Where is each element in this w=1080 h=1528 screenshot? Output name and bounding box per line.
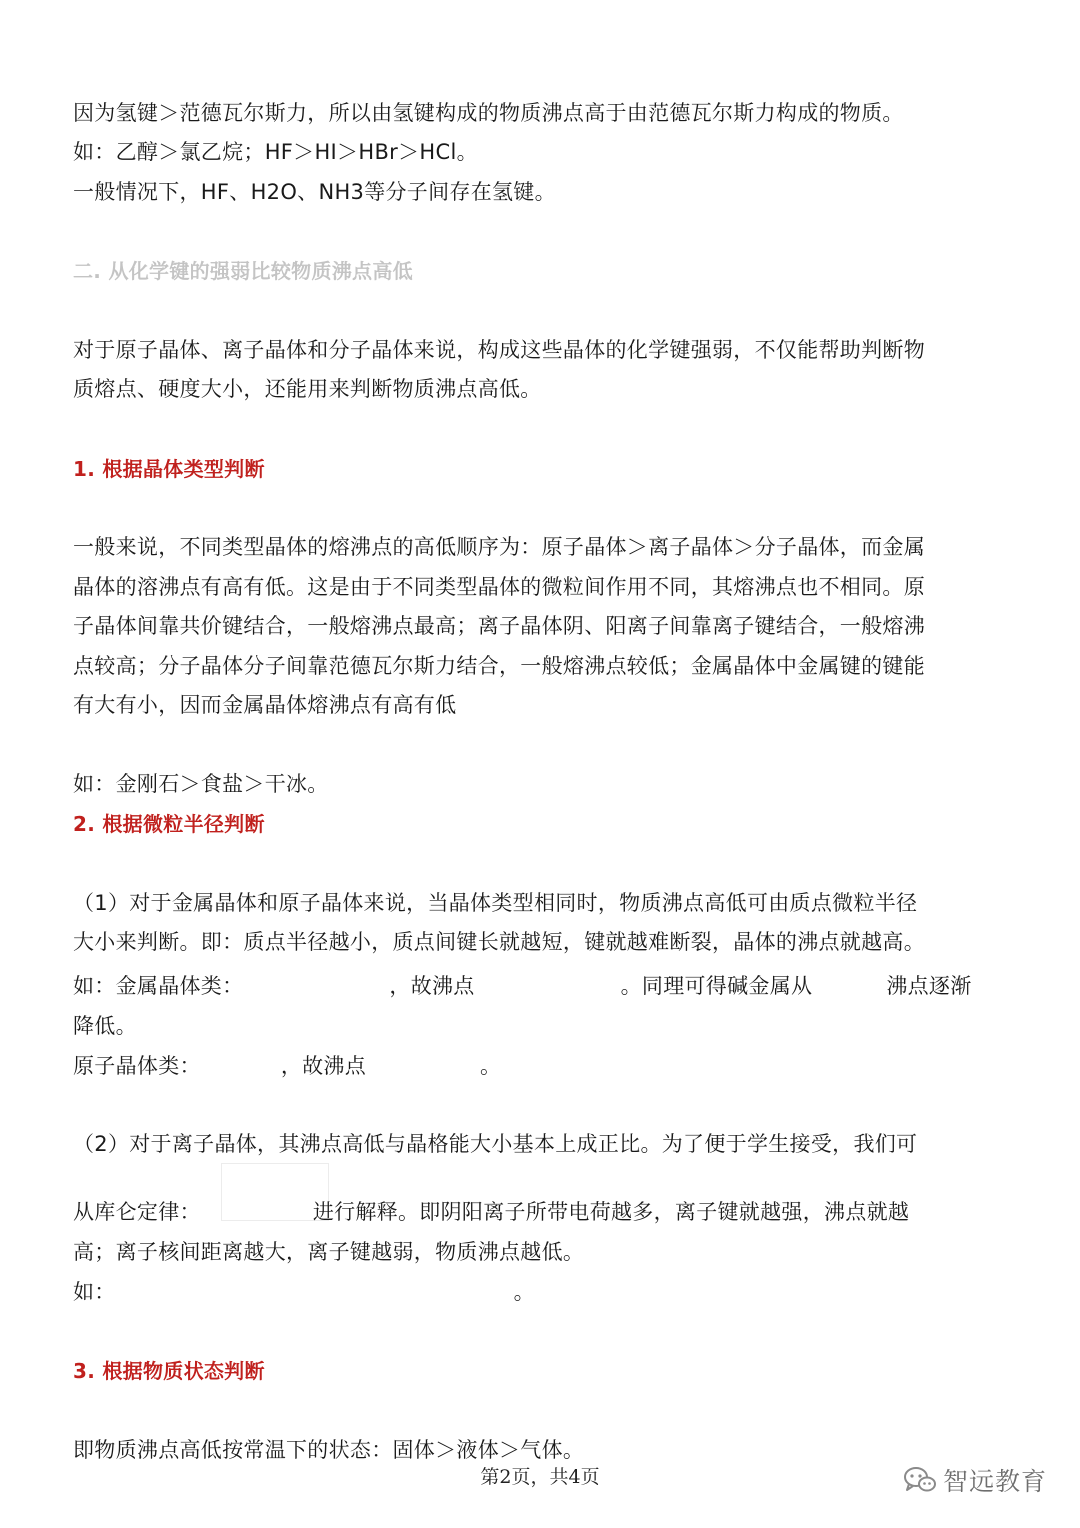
line-segment: 。同理可得碱金属从 (620, 974, 813, 998)
body-line: 晶体的溶沸点有高有低。这是由于不同类型晶体的微粒间作用不同，其熔沸点也不相同。原 (73, 575, 925, 599)
wechat-icon (903, 1465, 937, 1495)
body-line: 对于原子晶体、离子晶体和分子晶体来说，构成这些晶体的化学键强弱，不仅能帮助判断物 (73, 338, 925, 362)
section-heading-2: 二. 从化学键的强弱比较物质沸点高低 (73, 259, 413, 283)
body-line: 高；离子核间距离越大，离子键越弱，物质沸点越低。 (73, 1240, 585, 1264)
body-line: 降低。 (73, 1014, 137, 1038)
body-line: 一般情况下，HF、H2O、NH3等分子间存在氢键。 (73, 180, 556, 204)
line-segment: ，故沸点 (389, 974, 475, 998)
body-line: 大小来判断。即：质点半径越小，质点间键长就越短，键就越难断裂，晶体的沸点就越高。 (73, 930, 925, 954)
body-line: （2）对于离子晶体，其沸点高低与晶格能大小基本上成正比。为了便于学生接受，我们可 (73, 1132, 918, 1156)
body-line: 点较高；分子晶体分子间靠范德瓦尔斯力结合，一般熔沸点较低；金属晶体中金属键的键能 (73, 654, 925, 678)
line-segment: 如： (73, 1280, 116, 1304)
line-segment: ，故沸点 (280, 1054, 367, 1078)
watermark-text: 智远教育 (943, 1467, 1048, 1496)
body-line: 有大有小，因而金属晶体熔沸点有高有低 (73, 693, 457, 717)
body-line: 即物质沸点高低按常温下的状态：固体＞液体＞气体。 (73, 1438, 585, 1462)
body-line (73, 1197, 909, 1227)
body-line (73, 1051, 501, 1081)
line-segment: 原子晶体类： (73, 1054, 201, 1078)
watermark (903, 1460, 1047, 1500)
body-line: 如：金刚石＞食盐＞干冰。 (73, 772, 329, 796)
body-line (73, 971, 972, 1001)
body-line: （1）对于金属晶体和原子晶体来说，当晶体类型相同时，物质沸点高低可由质点微粒半径 (73, 891, 918, 915)
body-line: 如：乙醇＞氯乙烷；HF＞HI＞HBr＞HCl。 (73, 140, 478, 164)
line-segment: 。 (480, 1054, 502, 1078)
body-line (73, 1277, 535, 1307)
subsection-heading-2: 2. 根据微粒半径判断 (73, 812, 265, 836)
line-segment: 进行解释。即阴阳离子所带电荷越多，离子键就越强，沸点就越 (312, 1200, 910, 1224)
subsection-heading-3: 3. 根据物质状态判断 (73, 1359, 265, 1383)
body-line: 子晶体间靠共价键结合，一般熔沸点最高；离子晶体阴、阳离子间靠离子键结合，一般熔沸 (73, 614, 925, 638)
body-line: 质熔点、硬度大小，还能用来判断物质沸点高低。 (73, 377, 542, 401)
body-line: 一般来说，不同类型晶体的熔沸点的高低顺序为：原子晶体＞离子晶体＞分子晶体，而金属 (73, 535, 925, 559)
page-footer: 第2页，共4页 (480, 1466, 600, 1488)
body-line: 因为氢键＞范德瓦尔斯力，所以由氢键构成的物质沸点高于由范德瓦尔斯力构成的物质。 (73, 101, 904, 125)
line-segment: 从库仑定律： (73, 1200, 201, 1224)
line-segment: 如：金属晶体类： (73, 974, 244, 998)
subsection-heading-1: 1. 根据晶体类型判断 (73, 457, 265, 481)
line-segment: 。 (513, 1280, 535, 1304)
line-segment: 沸点逐渐 (886, 974, 972, 998)
